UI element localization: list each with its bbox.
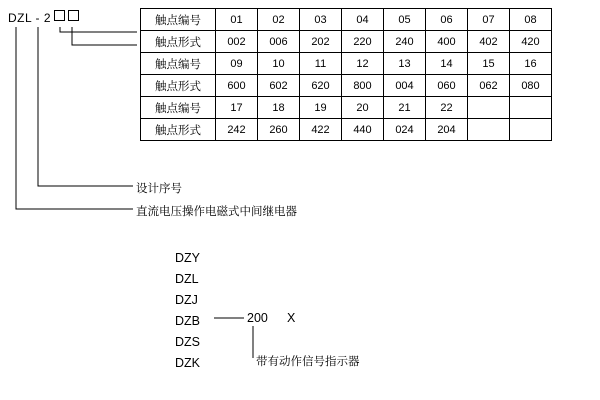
- table-cell: 800: [342, 75, 384, 97]
- table-cell: 202: [300, 31, 342, 53]
- table-cell: 240: [384, 31, 426, 53]
- table-row: [141, 9, 552, 31]
- table-cell: 602: [258, 75, 300, 97]
- table-cell: 01: [216, 9, 258, 31]
- table-row: [141, 75, 552, 97]
- table-cell: 004: [384, 75, 426, 97]
- table-cell: [468, 119, 510, 141]
- list-item: DZL: [175, 272, 199, 286]
- table-row: [141, 53, 552, 75]
- table-cell: 04: [342, 9, 384, 31]
- table-cell: 400: [426, 31, 468, 53]
- list-item: DZS: [175, 335, 200, 349]
- row-label: 触点形式: [141, 119, 216, 141]
- table-cell: 12: [342, 53, 384, 75]
- table-cell: 05: [384, 9, 426, 31]
- caption-design-number: 设计序号: [136, 183, 182, 195]
- contact-table: [140, 8, 552, 141]
- list-item: DZK: [175, 356, 200, 370]
- table-cell: 422: [300, 119, 342, 141]
- table-cell: 08: [510, 9, 552, 31]
- table-cell: 20: [342, 97, 384, 119]
- table-cell: 402: [468, 31, 510, 53]
- table-cell: 204: [426, 119, 468, 141]
- table-row: [141, 31, 552, 53]
- row-label: 触点编号: [141, 97, 216, 119]
- table-cell: 11: [300, 53, 342, 75]
- table-cell: 17: [216, 97, 258, 119]
- row-label: 触点形式: [141, 31, 216, 53]
- table-cell: 260: [258, 119, 300, 141]
- contact-table-wrap: [140, 8, 552, 141]
- table-cell: 06: [426, 9, 468, 31]
- list-item: DZJ: [175, 293, 198, 307]
- row-label: 触点编号: [141, 9, 216, 31]
- list-item: DZY: [175, 251, 200, 265]
- table-cell: 220: [342, 31, 384, 53]
- table-cell: 600: [216, 75, 258, 97]
- table-cell: 03: [300, 9, 342, 31]
- series-suffix-letter: X: [287, 311, 296, 325]
- table-cell: 620: [300, 75, 342, 97]
- table-cell: 006: [258, 31, 300, 53]
- table-cell: [510, 119, 552, 141]
- table-row: [141, 119, 552, 141]
- model-code-prefix: DZL - 2: [8, 11, 52, 25]
- table-cell: 21: [384, 97, 426, 119]
- table-cell: 060: [426, 75, 468, 97]
- table-cell: [510, 97, 552, 119]
- model-code-box-2: [68, 10, 79, 21]
- model-code-box-1: [54, 10, 65, 21]
- table-cell: 024: [384, 119, 426, 141]
- table-cell: 10: [258, 53, 300, 75]
- table-cell: [468, 97, 510, 119]
- table-cell: 14: [426, 53, 468, 75]
- model-code: [8, 10, 79, 25]
- caption-relay-description: 直流电压操作电磁式中间继电器: [136, 206, 297, 218]
- row-label: 触点编号: [141, 53, 216, 75]
- table-cell: 07: [468, 9, 510, 31]
- series-suffix-number: 200: [247, 311, 268, 325]
- table-cell: 02: [258, 9, 300, 31]
- table-row: [141, 97, 552, 119]
- table-cell: 440: [342, 119, 384, 141]
- table-cell: 16: [510, 53, 552, 75]
- table-cell: 062: [468, 75, 510, 97]
- caption-indicator: 带有动作信号指示器: [256, 356, 360, 368]
- table-cell: 420: [510, 31, 552, 53]
- table-cell: 242: [216, 119, 258, 141]
- series-list: [175, 248, 200, 374]
- table-cell: 18: [258, 97, 300, 119]
- table-cell: 13: [384, 53, 426, 75]
- row-label: 触点形式: [141, 75, 216, 97]
- table-cell: 080: [510, 75, 552, 97]
- table-cell: 15: [468, 53, 510, 75]
- table-cell: 22: [426, 97, 468, 119]
- table-cell: 19: [300, 97, 342, 119]
- table-cell: 002: [216, 31, 258, 53]
- table-cell: 09: [216, 53, 258, 75]
- list-item: DZB: [175, 314, 200, 328]
